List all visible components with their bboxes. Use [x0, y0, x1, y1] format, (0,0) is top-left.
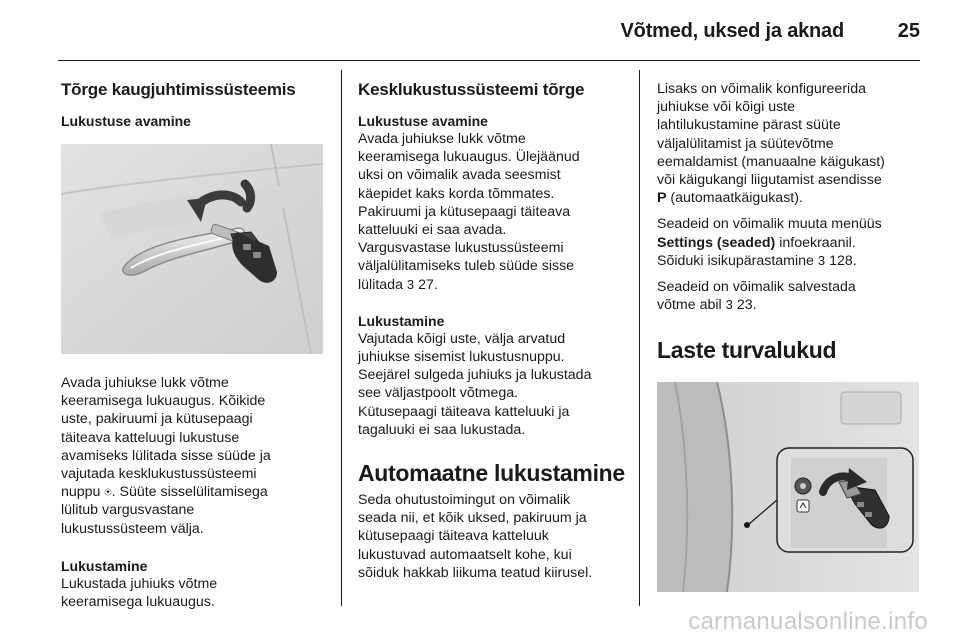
text-line: . Süüte sisselülitamisega — [111, 484, 268, 501]
text-line: Seadeid on võimalik muuta menüüs — [657, 216, 882, 233]
column-divider — [639, 70, 640, 606]
text-line: (automaatkäigukast). — [666, 190, 803, 207]
text-line: Avada juhiukse lukk võtme — [61, 375, 229, 391]
running-header-title: Võtmed, uksed ja aknad — [620, 20, 844, 42]
text-line: Vajutada kõigi uste, välja arvatud — [358, 330, 566, 347]
page-number: 25 — [897, 20, 920, 42]
text-line: Seejärel sulgeda juhiuks ja lukustada — [358, 367, 592, 384]
text-line: võtme abil — [657, 297, 722, 314]
section-heading: Tõrge kaugjuhtimissüsteemis — [61, 80, 296, 99]
section-heading-child-locks: Laste turvalukud — [657, 337, 837, 364]
paragraph-lock-1 — [61, 575, 326, 611]
subheading-lock: Lukustamine — [61, 557, 148, 574]
paragraph-lock-2 — [358, 330, 626, 439]
header-rule — [58, 60, 920, 61]
subheading-unlock: Lukustuse avamine — [61, 113, 191, 129]
section-heading: Kesklukustussüsteemi tõrge — [358, 80, 585, 99]
door-handle-key-icon — [61, 144, 323, 354]
text-line: Seadeid on võimalik salvestada — [657, 279, 856, 296]
text-line: lülitada — [358, 276, 403, 293]
text-line: Kütusepaagi täiteava katteluuki ja — [358, 403, 570, 420]
paragraph-unlock-1 — [61, 374, 326, 538]
text-line: vajutada kesklukustussüsteemi — [61, 466, 257, 483]
text-line: uksi on võimalik avada seesmist — [358, 167, 561, 184]
text-line: katteluuki ei saa avada. — [358, 222, 507, 239]
text-line: keeramisega lukuaugus. Kõikide — [61, 393, 266, 410]
text-line: avamiseks lülitada sisse süüde ja — [61, 447, 271, 464]
section-heading-auto-lock: Automaatne lukustamine — [358, 460, 625, 487]
column-3 — [657, 70, 921, 592]
text-line: seada nii, et kõik uksed, pakiruum ja — [358, 510, 587, 527]
text-line: Sõiduki isikupärastamine — [657, 252, 814, 269]
page-reference-arrow-icon: 3 — [817, 252, 826, 268]
text-line: tagaluuki ei saa lukustada. — [358, 421, 526, 438]
text-line: see väljastpoolt võtmega. — [358, 385, 519, 402]
column-2 — [358, 70, 626, 582]
text-line: lahtilukustamine pärast süüte — [657, 117, 841, 134]
gear-position-label: P — [657, 190, 667, 207]
paragraph-unlock-2 — [358, 130, 626, 294]
text-line: Vargusvastase lukustussüsteemi — [358, 240, 564, 257]
page-reference: 27. — [418, 276, 438, 293]
text-line: Pakiruumi ja kütusepaagi täiteava — [358, 203, 571, 220]
text-line: kütusepaagi täiteava katteluuk — [358, 528, 549, 545]
watermark: carmanualsonline.info — [688, 608, 928, 635]
text-line: väljalülitamist ja süütevõtme — [657, 135, 834, 152]
paragraph-unlock-config — [657, 80, 921, 207]
text-line: Lukustada juhiuks võtme — [61, 575, 218, 592]
column-1 — [61, 70, 326, 611]
page-reference: 128. — [829, 252, 857, 269]
text-line: keeramisega lukuaugus. Ülejäänud — [358, 149, 580, 166]
paragraph-save-settings — [657, 278, 921, 314]
settings-menu-label: Settings (seaded) — [657, 234, 776, 251]
page-reference: 23. — [736, 297, 757, 314]
text-line: või käigukangi liigutamist asendisse — [657, 172, 882, 189]
text-line: täiteava katteluugi lukustuse — [61, 429, 240, 446]
column-divider — [341, 70, 342, 606]
text-line: lülitub vargusvastane — [61, 502, 195, 519]
page-reference-arrow-icon: 3 — [725, 297, 733, 313]
text-line: sõiduk hakkab liikuma teatud kiirusel. — [358, 564, 593, 581]
subheading-unlock: Lukustuse avamine — [358, 113, 488, 129]
text-line: infoekraanil. — [775, 234, 856, 251]
text-line: Seda ohutustoimingut on võimalik — [358, 492, 571, 509]
child-lock-illustration — [657, 382, 919, 592]
subheading-lock: Lukustamine — [358, 312, 445, 329]
text-line: Lisaks on võimalik konfigureerida — [657, 81, 866, 97]
child-lock-key-icon — [657, 382, 919, 592]
paragraph-auto-lock — [358, 491, 626, 582]
text-line: käepidet kaks korda tõmmates. — [358, 185, 555, 202]
page-reference-arrow-icon: 3 — [406, 276, 415, 292]
paragraph-settings — [657, 215, 921, 270]
text-line: uste, pakiruumi ja kütusepaagi — [61, 411, 253, 428]
text-line: juhiukse või kõigi uste — [657, 99, 796, 116]
text-line: keeramisega lukuaugus. — [61, 594, 215, 611]
text-line: eemaldamist (manuaalne käigukast) — [657, 153, 885, 170]
text-line: nuppu — [61, 484, 101, 501]
text-line: lukustuvad automaatselt kohe, kui — [358, 546, 572, 563]
text-line: väljalülitamiseks tuleb süüde sisse — [358, 258, 575, 275]
text-line: Avada juhiukse lukk võtme — [358, 131, 526, 147]
central-lock-icon: ⍟ — [104, 485, 112, 500]
text-line: juhiukse sisemist lukustusnuppu. — [358, 349, 565, 366]
door-handle-key-illustration — [61, 144, 323, 354]
text-line: lukustussüsteem välja. — [61, 520, 204, 537]
